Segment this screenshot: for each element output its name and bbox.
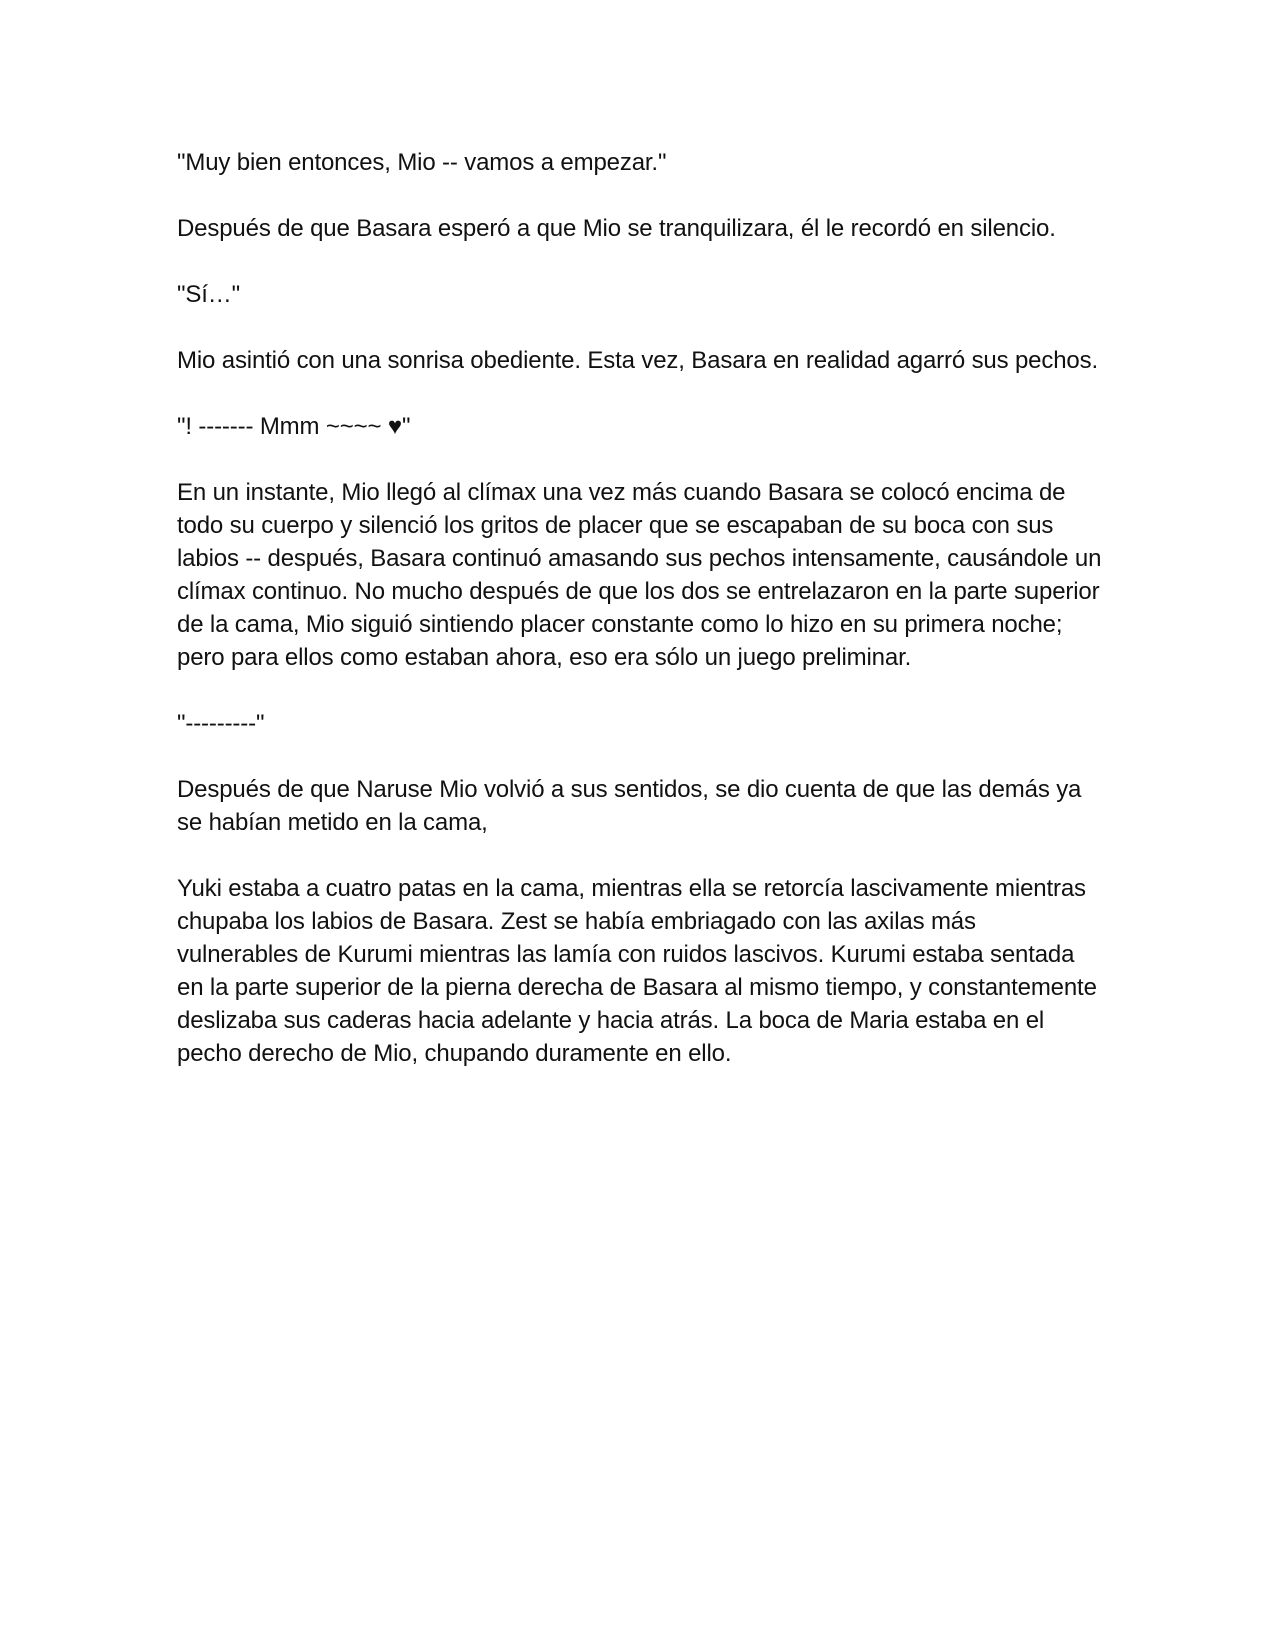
paragraph: Después de que Basara esperó a que Mio se tranquilizara, él le recordó en silencio. [177, 215, 1056, 242]
paragraph: "---------" [177, 710, 265, 737]
document-body [177, 146, 1102, 1070]
paragraph: Mio asintió con una sonrisa obediente. Esta vez, Basara en realidad agarró sus pechos. [177, 347, 1098, 374]
paragraph: Yuki estaba a cuatro patas en la cama, mientras ella se retorcía lascivamente mientras chupaba los labios de Basara. Zest se había embriagado con las axilas más vulnerables de Kurumi mientras las lamía con ruidos lascivos. Kurumi estaba sentada en la parte superior de la pierna derecha de Basara al mismo tiempo, y constantemente deslizaba sus caderas hacia adelante y hacia atrás. La boca de Maria estaba en el pecho derecho de Mio, chupando duramente en ello. [177, 875, 1097, 1067]
paragraph: "Muy bien entonces, Mio -- vamos a empezar." [177, 149, 667, 176]
paragraph: "! ------- Mmm ~~~~ ♥" [177, 413, 411, 440]
paragraph: Después de que Naruse Mio volvió a sus sentidos, se dio cuenta de que las demás ya se habían metido en la cama, [177, 776, 1082, 836]
paragraph: En un instante, Mio llegó al clímax una vez más cuando Basara se colocó encima de todo su cuerpo y silenció los gritos de placer que se escapaban de su boca con sus labios -- después, Basara continuó amasando sus pechos intensamente, causándole un clímax continuo. No mucho después de que los dos se entrelazaron en la parte superior de la cama, Mio siguió sintiendo placer constante como lo hizo en su primera noche; pero para ellos como estaban ahora, eso era sólo un juego preliminar. [177, 479, 1102, 671]
paragraph: "Sí…" [177, 281, 240, 308]
